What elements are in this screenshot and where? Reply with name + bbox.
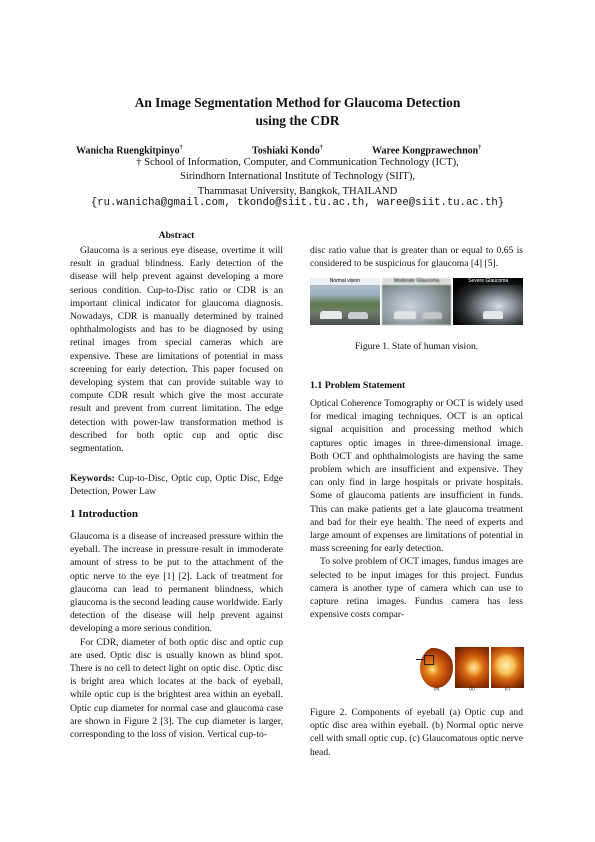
figure-2-label-c: (c) (504, 685, 510, 691)
problem-paragraph-2: To solve problem of OCT images, fundus images are selected to be input images for this project. Fundus camera is another type of camera which can use to capture retina images. Fundus camera has less expensive costs compar- (310, 556, 523, 621)
figure-2-panel-b (455, 647, 488, 691)
figure-1-panel-normal (310, 278, 380, 325)
intro-paragraph-2-continued: disc ratio value that is greater than or equal to 0.65 is considered to be suspicious for glaucoma [4] [5]. (310, 245, 523, 270)
figure-1-panel-moderate (382, 278, 452, 325)
car-shape (422, 312, 442, 319)
author-3: Waree Kongprawechnon† (372, 145, 482, 157)
affiliation-line-2: Sirindhorn International Institute of Technology (SIIT), (179, 171, 416, 183)
author-2: Toshiaki Kondo† (252, 145, 323, 157)
intro-paragraph-2: For CDR, diameter of both optic disc and optic cup are used. Optic disc is usually known as blind spot. There is no cell to detect light on optic disc. Optic disc is bright area which locates at the back of eyeball, while optic cup is the brightest area within an eyeball. Optic cup diameter for normal case and glaucoma case are shown in Figure 2 [3]. The cup diameter is larger, corresponding to the loss of vision. Vertical cup-to- (70, 636, 283, 741)
author-1: Wanicha Ruengkitpinyo† (76, 145, 183, 157)
figure-2-eyeball-components (420, 647, 524, 691)
car-shape (320, 311, 342, 319)
affiliation (0, 156, 595, 199)
car-shape (348, 312, 368, 319)
figure-2-caption: Figure 2. Components of eyeball (a) Optic cup and optic disc area within eyeball. (b) Normal optic nerve cell with small optic cup. (c) Glaucomatous optic nerve head. (310, 707, 523, 758)
problem-statement-body (310, 397, 523, 621)
affiliation-line-3: Thammasat University, Bangkok, THAILAND (197, 185, 398, 197)
subsection-problem-statement-heading: 1.1 Problem Statement (310, 380, 406, 391)
abstract-heading: Abstract (158, 230, 195, 241)
figure-1-vision-states (310, 278, 523, 325)
abstract-body (70, 244, 283, 455)
callout-line (416, 659, 425, 660)
affiliation-line-1: † School of Information, Computer, and Communication Technology (ICT), (136, 157, 459, 168)
title-line-2: using the CDR (255, 113, 340, 128)
section-introduction-heading: 1 Introduction (70, 508, 138, 520)
title-line-1: An Image Segmentation Method for Glaucoma Detection (134, 95, 461, 110)
keywords-label: Keywords: (70, 473, 115, 484)
figure-1-caption: Figure 1. State of human vision. (354, 341, 479, 352)
figure-1-panel-severe (453, 278, 523, 325)
car-shape (483, 311, 503, 319)
figure-1-label-moderate: Moderate Glaucoma (382, 278, 452, 285)
problem-paragraph-1: Optical Coherence Tomography or OCT is widely used for medical imaging techniques. OCT is an optical signal acquisition and processing method which captures optic images in three-dimensional image. Both OCT and ophthalmologists are having the same problem which are insufficient and expensive. They can only find in large hospitals or private hospitals. Some of glaucoma patients are insufficient in funds. This can make patients get a late glaucoma treatment and bad for their eye health. The need of experts and large amount of expenses are limitations of potential in mass screening for early detection. (310, 398, 523, 555)
keywords-text: Cup-to-Disc, Optic cup, Optic Disc, Edge Detection, Power Law (70, 473, 283, 498)
intro-continued (310, 244, 523, 270)
figure-2-panel-a (420, 647, 453, 691)
figure-1-label-severe: Severe Glaucoma (453, 278, 523, 285)
figure-1-label-normal: Normal vision (310, 278, 380, 285)
author-emails: {ru.wanicha@gmail.com, tkondo@siit.tu.ac.th, waree@siit.tu.ac.th} (90, 197, 505, 209)
intro-paragraph-1: Glaucoma is a disease of increased pressure within the eyeball. The increase in pressure result in immoderate amount of stress to be put to the attachment of the optic nerve to the eye [1] [2]. Lack of treatment for glaucoma can lead to permanent blindness, which glaucoma is the second leading cause worldwide. Early detection of the disease will help prevent against developing a more serious condition. (70, 531, 283, 635)
keywords (70, 472, 283, 498)
paper-title (0, 94, 595, 130)
figure-2-label-b: (b) (469, 685, 475, 691)
optic-disc-callout (424, 655, 434, 665)
car-shape (394, 311, 416, 319)
figure-2-label-a: (a) (433, 685, 440, 691)
abstract-text: Glaucoma is a serious eye disease, overtime it will result in gradual blindness. Early detection of the disease will help prevent against developing a more serious condition. Cup-to-Disc ratio or CDR is an important clinical indicator for glaucoma diagnosis. Nowadays, CDR is manually determined by trained ophthalmologists and has to be diagnosed by using retinal images from special cameras which are expensive. These are limitations of potential in mass screening for early detection. This paper focused on developing system that can provide suitable way to compute CDR result which give the most accurate result and prevent from current limitation. The edge detection with power-law transformation method is described for both optic cup and optic disc segmentation. (70, 245, 283, 455)
author-list (0, 142, 595, 156)
figure-2-panel-c (491, 647, 524, 691)
introduction-body (70, 530, 283, 741)
